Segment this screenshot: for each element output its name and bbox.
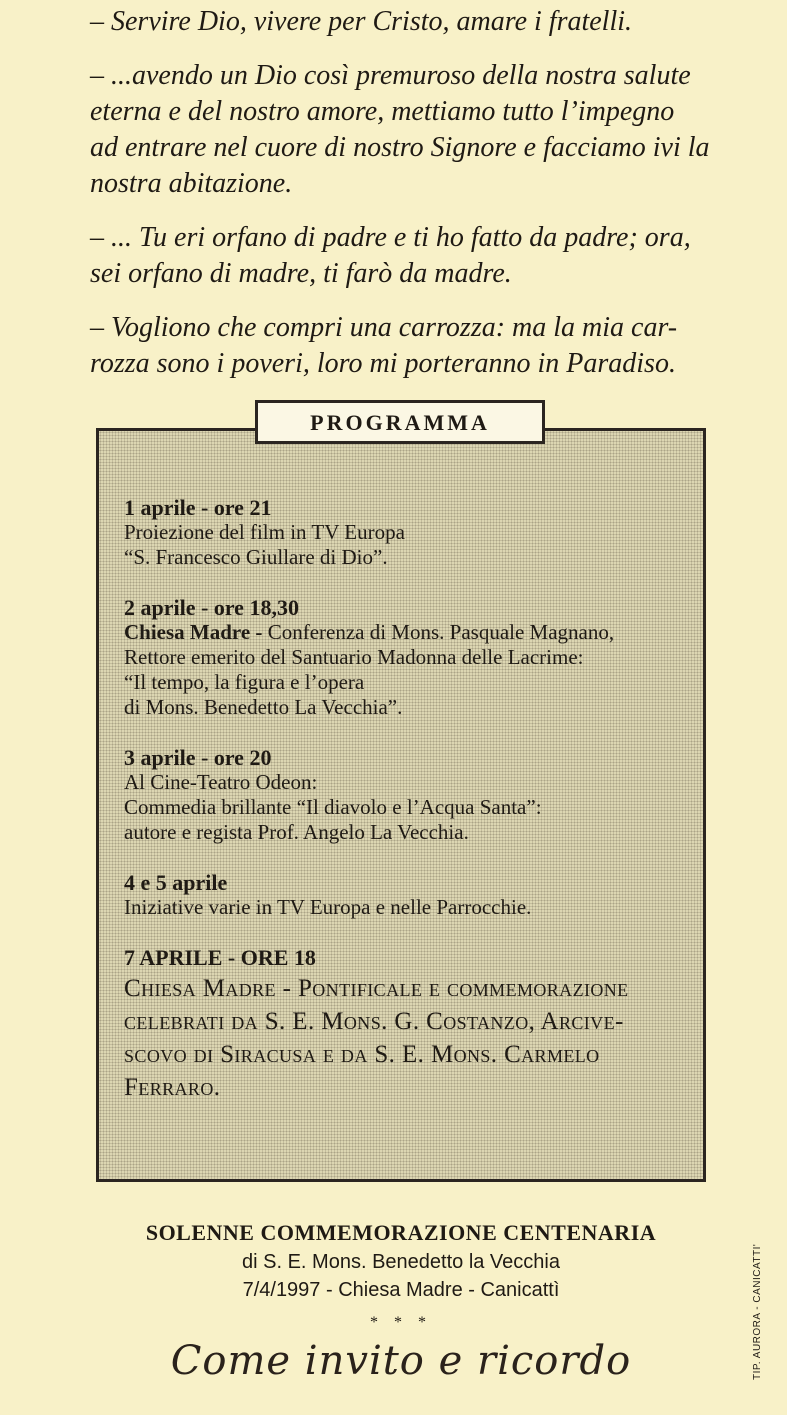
- event-heading: 4 e 5 aprile: [124, 870, 228, 895]
- stars-divider: * * *: [370, 1314, 432, 1331]
- footer-title: SOLENNE COMMEMORAZIONE CENTENARIA: [145, 1220, 657, 1245]
- event-item: [124, 495, 694, 570]
- event-item-main: [124, 945, 694, 1104]
- event-description: Al Cine-Teatro Odeon: Commedia brillante “Il diavolo e l’Acqua Santa”: autore e regista Prof. Angelo La Vecchia.: [124, 770, 542, 844]
- footer-subtitle: di S. E. Mons. Benedetto la Vecchia: [242, 1251, 560, 1273]
- footer: [96, 1218, 706, 1384]
- event-list: [124, 495, 694, 1129]
- quote-4: – Vogliono che compri una carrozza: ma la mia car- rozza sono i poveri, loro mi porteranno in Paradiso.: [90, 312, 678, 379]
- event-heading: 2 aprile - ore 18,30: [124, 595, 299, 620]
- event-heading: 1 aprile - ore 21: [124, 495, 272, 520]
- event-venue: Chiesa Madre -: [124, 620, 263, 644]
- quote-1: – Servire Dio, vivere per Cristo, amare i fratelli.: [90, 6, 633, 37]
- quote-2: – ...avendo un Dio così premuroso della nostra salute eterna e del nostro amore, mettiamo tutto l’impegno ad entrare nel cuore di nostro Signore e facciamo ivi la nostra abitazione.: [90, 60, 710, 199]
- program-title: PROGRAMMA: [255, 400, 545, 444]
- event-description: [124, 620, 694, 720]
- event-item: [124, 745, 694, 845]
- event-heading: 3 aprile - ore 20: [124, 745, 272, 770]
- event-description: Proiezione del film in TV Europa “S. Francesco Giullare di Dio”.: [124, 520, 405, 569]
- event-heading: 7 APRILE - ORE 18: [124, 945, 316, 970]
- footer-date-place: 7/4/1997 - Chiesa Madre - Canicattì: [242, 1279, 560, 1301]
- printer-credit: TIP. AURORA - CANICATTI': [752, 1243, 763, 1380]
- event-item: [124, 870, 694, 920]
- invite-script: Come invito e ricordo: [170, 1338, 632, 1384]
- event-description: Iniziative varie in TV Europa e nelle Parrocchie.: [124, 895, 532, 919]
- event-description: Chiesa Madre - Pontificale e commemorazione celebrati da S. E. Mons. G. Costanzo, Arcive- scovo di Siracusa e da S. E. Mons. Carmelo Ferraro.: [124, 975, 629, 1101]
- quote-3: – ... Tu eri orfano di padre e ti ho fatto da padre; ora, sei orfano di madre, ti farò da madre.: [90, 222, 691, 289]
- event-text: Conferenza di Mons. Pasquale Magnano, Rettore emerito del Santuario Madonna delle Lacrime: “Il tempo, la figura e l’opera di Mons. Benedetto La Vecchia”.: [124, 620, 615, 719]
- program-box: [96, 428, 706, 1182]
- event-item: [124, 595, 694, 720]
- quotes-section: [90, 4, 720, 400]
